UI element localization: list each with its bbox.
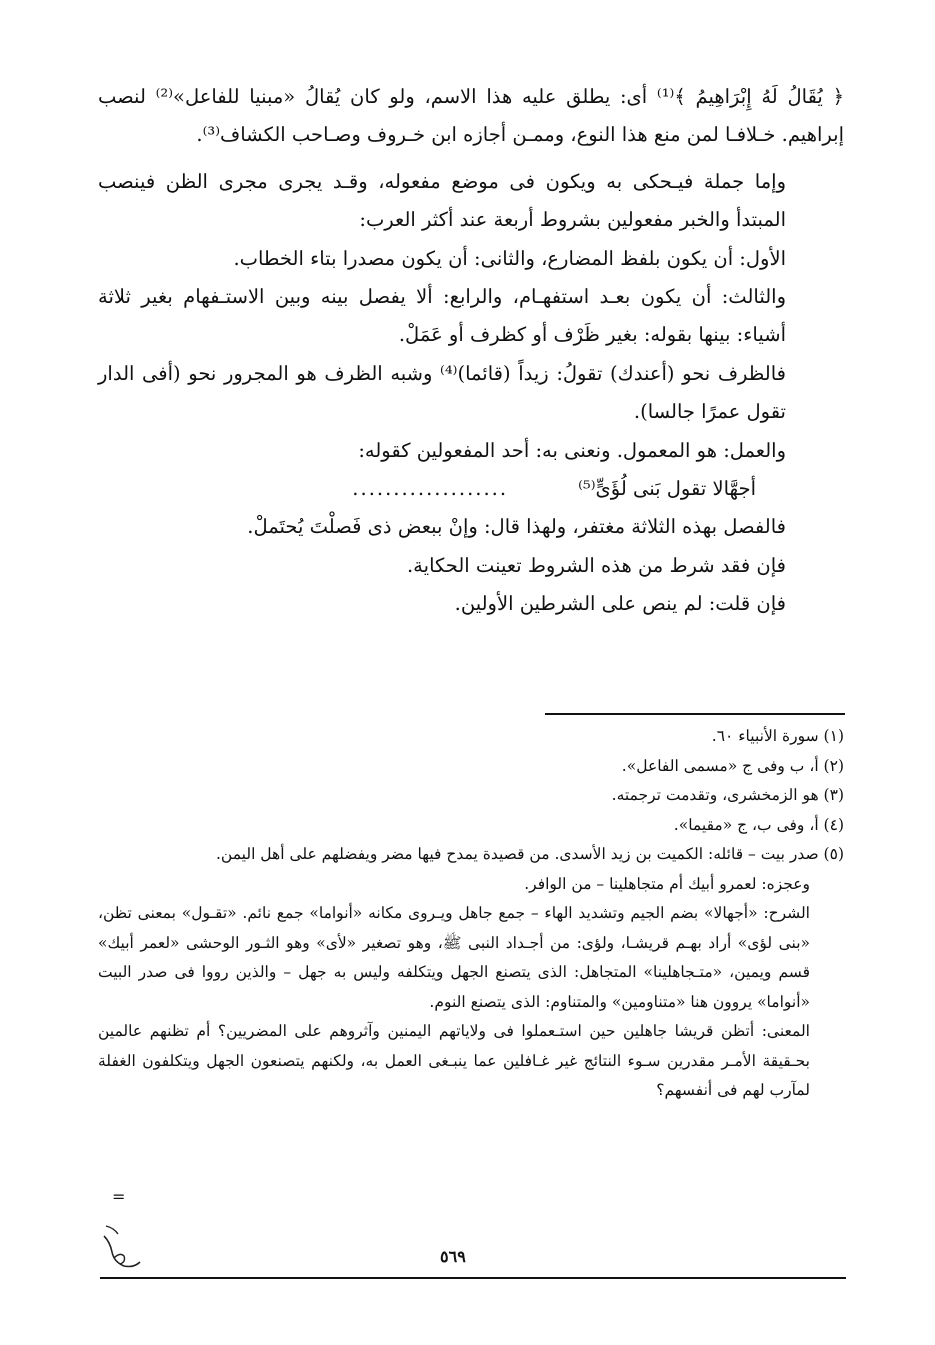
footnote-5: (٥) صدر بيت – قائله: الكميت بن زيد الأسدى. من قصيدة يمدح فيها مضر ويفضلهم على أهل اليمن.	[215, 845, 844, 863]
verse-text: أجهَّالا تقول بَنى لُؤَىٍّ⁽⁵⁾	[578, 477, 756, 501]
paragraph-6: والعمل: هو المعمول. ونعنى به: أحد المفعولين كقوله:	[358, 438, 786, 462]
footnote-4: (٤) أ، وفى ب، ج «مقيما».	[673, 815, 844, 834]
paragraph-9: فإن قلت: لم ينص على الشرطين الأولين.	[454, 592, 786, 616]
bottom-rule	[100, 1277, 846, 1279]
footnote-5-sharh: الشرح: «أجهالا» بضم الجيم وتشديد الهاء – جمع جاهل ويـروى مكانه «أنواما» جمع نائم. «تقـول» بمعنى تظن، «بنى لؤى» أراد بهـم قريشـا، ولؤى: من أجـداد النبى ﷺ، وهو تصغير «لأى» وهو الثـور الوحشى «لعمر أبيك» قسم ويمين، «متـجاهلينا» المتجاهل: الذى يتصنع الجهل ويتكلفه وليس به جهل – والذين رووا فى صدر البيت «أنواما» يروون هنا «متناومين» والمتناوم: الذى يتصنع النوم.	[98, 904, 810, 1011]
verse-line	[98, 470, 844, 508]
paragraph-3: الأول: أن يكون بلفظ المضارع، والثانى: أن يكون مصدرا بتاء الخطاب.	[233, 246, 786, 270]
page-number: ٥٦٩	[440, 1247, 466, 1266]
footnotes	[98, 722, 844, 1106]
continuation-mark: =	[112, 1187, 126, 1206]
paragraph-2: وإما جملة فيـحكى به ويكون فى موضع مفعوله، وقـد يجرى مجرى الظن فينصب المبتدأ والخبر مفعولين بشروط أربعة عند أكثر العرب:	[98, 169, 786, 232]
paragraph-1: ﴿ يُقَالُ لَهُ إِبْرَاهِيمُ ﴾⁽¹⁾ أى: يطلق عليه هذا الاسم، ولو كان يُقالُ «مبنيا للفاعل»⁽²⁾ لنصب إبراهيم. خـلافـا لمن منع هذا النوع، وممـن أجازه ابن خـروف وصـاحب الكشاف⁽³⁾.	[98, 85, 844, 147]
paragraph-5: فالظرف نحو (أعندك) تقولُ: زيداً (قائما)⁽⁴⁾ وشبه الظرف هو المجرور نحو (أفى الدار تقول عمرًا جالسا).	[98, 361, 786, 424]
paragraph-4: والثالث: أن يكون بعـد استفهـام، والرابع: ألا يفصل بينه وبين الاستـفهام بغير ثلاثة أشياء: بينها بقوله: بغير ظَرْف أو كظرف أو عَمَلْ.	[98, 285, 786, 347]
footnote-3: (٣) هو الزمخشرى، وتقدمت ترجمته.	[611, 786, 844, 804]
footnote-2: (٢) أ، ب وفى ج «مسمى الفاعل».	[621, 756, 844, 775]
main-text	[98, 78, 844, 624]
scribble-mark-icon	[100, 1222, 146, 1274]
footnote-5-ajz: وعجزه: لعمرو أبيك أم متجاهلينا – من الوافر.	[524, 874, 810, 893]
verse-dots: ...................	[352, 477, 509, 501]
paragraph-7: فالفصل بهذه الثلاثة مغتفر، ولهذا قال: وإنْ ببعض ذى فَصلْتَ يُحتَملْ.	[247, 515, 786, 539]
paragraph-8: فإن فقد شرط من هذه الشروط تعينت الحكاية.	[406, 553, 786, 577]
footnote-separator	[545, 713, 845, 715]
footnote-5-maana: المعنى: أتظن قريشا جاهلين حين استـعملوا فى ولاياتهم اليمنين وآثروهم على المضريين؟ أم تظنهم عالمين بحـقيقة الأمـر مقدرين سـوء النتائج غير غـافلين عما ينبـغى العمل به، ولكنهم يتصنعون الجهل ويتكلفون الغفلة لمآرب لهم فى أنفسهم؟	[98, 1022, 810, 1099]
footnote-1: (١) سورة الأنبياء ٦٠.	[711, 727, 844, 745]
